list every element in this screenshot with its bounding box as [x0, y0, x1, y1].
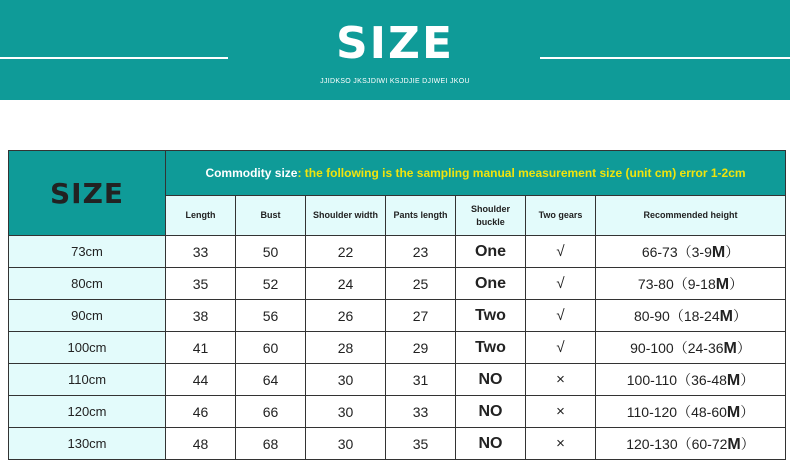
cell-bust: 50 [236, 236, 306, 268]
row-size: 120cm [9, 396, 166, 428]
cell-pants-length: 27 [386, 300, 456, 332]
header-shoulder-buckle-line1: Shoulder [470, 203, 510, 214]
cell-shoulder-width: 24 [306, 268, 386, 300]
commodity-label: Commodity size [205, 166, 298, 180]
cell-length: 38 [166, 300, 236, 332]
header-shoulder-width: Shoulder width [306, 196, 386, 236]
height-range: 110-120（48-60 [626, 403, 727, 420]
cell-shoulder-width: 26 [306, 300, 386, 332]
cell-length: 46 [166, 396, 236, 428]
header-length: Length [166, 196, 236, 236]
height-unit: M [723, 339, 737, 357]
cell-bust: 64 [236, 364, 306, 396]
commodity-note-text: the following is the sampling manual measurement size (unit cm) error 1-2cm [301, 166, 746, 180]
height-range: 80-90（18-24 [634, 307, 720, 324]
table-row [9, 268, 786, 300]
cell-pants-length: 23 [386, 236, 456, 268]
cell-bust: 68 [236, 428, 306, 460]
table-row [9, 300, 786, 332]
cell-pants-length: 31 [386, 364, 456, 396]
header-shoulder-buckle-line2: buckle [476, 216, 505, 227]
cell-bust: 56 [236, 300, 306, 332]
table-row [9, 364, 786, 396]
cell-pants-length: 33 [386, 396, 456, 428]
height-range: 90-100（24-36 [630, 339, 724, 356]
row-size: 90cm [9, 300, 166, 332]
cell-shoulder-buckle: NO [456, 428, 526, 460]
cell-shoulder-buckle: NO [456, 396, 526, 428]
height-close: ） [732, 307, 747, 324]
size-corner-label: SIZE [9, 151, 166, 236]
row-size: 100cm [9, 332, 166, 364]
cell-recommended-height [596, 428, 786, 460]
height-unit: M [727, 435, 741, 453]
height-close: ） [729, 275, 744, 292]
cell-length: 48 [166, 428, 236, 460]
commodity-colon: : [297, 166, 302, 180]
height-close: ） [740, 435, 755, 452]
table-row [9, 428, 786, 460]
height-range: 66-73（3-9 [641, 243, 712, 260]
height-unit: M [726, 403, 741, 421]
height-unit: M [711, 243, 726, 261]
cell-bust: 60 [236, 332, 306, 364]
cell-shoulder-buckle: One [456, 236, 526, 268]
cell-pants-length: 25 [386, 268, 456, 300]
header-recommended-height: Recommended height [596, 196, 786, 236]
height-close: ） [725, 243, 740, 260]
height-close: ） [736, 339, 751, 356]
table-row [9, 236, 786, 268]
banner-title: SIZE [335, 18, 455, 69]
height-close: ） [740, 371, 755, 388]
row-size: 130cm [9, 428, 166, 460]
cell-shoulder-buckle: One [456, 268, 526, 300]
cell-two-gears: × [526, 428, 596, 460]
row-size: 80cm [9, 268, 166, 300]
cell-shoulder-width: 30 [306, 364, 386, 396]
header-shoulder-buckle [456, 196, 526, 236]
cell-bust: 66 [236, 396, 306, 428]
table-row [9, 396, 786, 428]
size-chart-table [8, 150, 786, 460]
cell-two-gears: √ [526, 236, 596, 268]
cell-length: 33 [166, 236, 236, 268]
height-unit: M [726, 371, 741, 389]
cell-recommended-height [596, 268, 786, 300]
height-range: 100-110（36-48 [626, 371, 727, 388]
cell-pants-length: 35 [386, 428, 456, 460]
cell-length: 44 [166, 364, 236, 396]
cell-two-gears: × [526, 396, 596, 428]
cell-two-gears: √ [526, 300, 596, 332]
header-bust: Bust [236, 196, 306, 236]
banner-subtitle: JJIDKSO JKSJDIWI KSJDJIE DJIWEI JKOU [320, 78, 470, 85]
cell-pants-length: 29 [386, 332, 456, 364]
height-range: 73-80（9-18 [637, 275, 716, 292]
height-range: 120-130（60-72 [626, 435, 728, 452]
banner-divider-right [540, 57, 790, 59]
table-row [9, 332, 786, 364]
row-size: 110cm [9, 364, 166, 396]
cell-shoulder-width: 30 [306, 396, 386, 428]
cell-length: 41 [166, 332, 236, 364]
header-banner [0, 0, 790, 100]
cell-two-gears: √ [526, 332, 596, 364]
cell-shoulder-width: 30 [306, 428, 386, 460]
cell-shoulder-buckle: Two [456, 332, 526, 364]
cell-bust: 52 [236, 268, 306, 300]
cell-shoulder-buckle: NO [456, 364, 526, 396]
height-unit: M [719, 307, 733, 325]
cell-recommended-height [596, 396, 786, 428]
header-two-gears: Two gears [526, 196, 596, 236]
cell-length: 35 [166, 268, 236, 300]
cell-recommended-height [596, 332, 786, 364]
cell-shoulder-buckle: Two [456, 300, 526, 332]
cell-recommended-height [596, 236, 786, 268]
row-size: 73cm [9, 236, 166, 268]
cell-shoulder-width: 22 [306, 236, 386, 268]
header-pants-length: Pants length [386, 196, 456, 236]
commodity-note [166, 151, 786, 196]
cell-shoulder-width: 28 [306, 332, 386, 364]
cell-two-gears: × [526, 364, 596, 396]
cell-recommended-height [596, 364, 786, 396]
height-unit: M [715, 275, 730, 293]
cell-two-gears: √ [526, 268, 596, 300]
height-close: ） [740, 403, 755, 420]
cell-recommended-height [596, 300, 786, 332]
